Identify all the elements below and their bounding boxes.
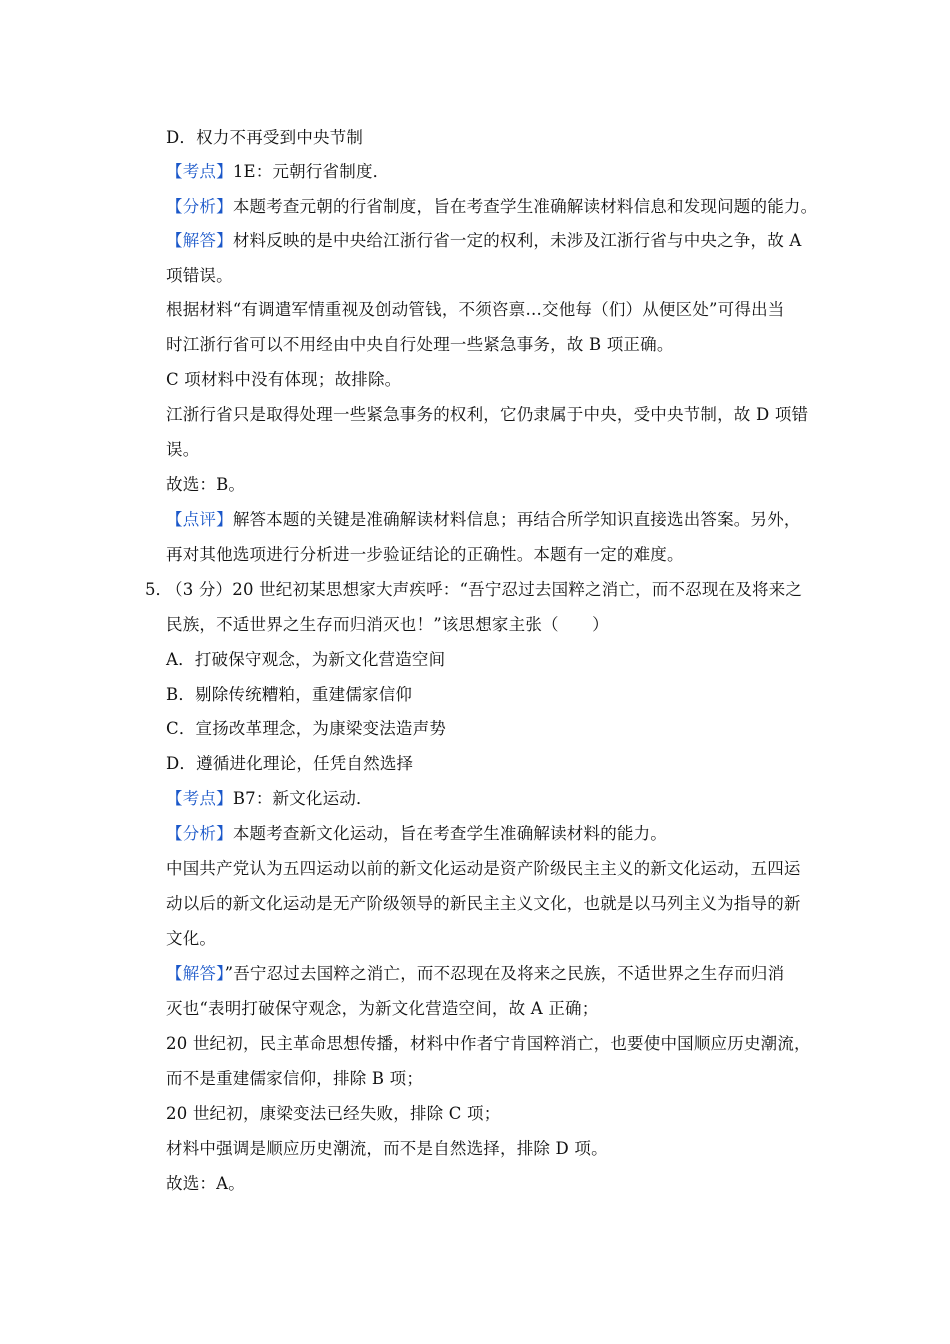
q5-jieda-line-3: 20 世纪初，民主革命思想传播，材料中作者宁肯国粹消亡，也要使中国顺应历史潮流， — [166, 1034, 811, 1053]
q5-stem-line-1: （3 分）20 世纪初某思想家大声疾呼：“吾宁忍过去国粹之消亡，而不忍现在及将来之 — [166, 580, 803, 599]
q4-dianping-text-1: 解答本题的关键是准确解读材料信息；再结合所学知识直接选出答案。另外， — [232, 510, 801, 529]
q5-jieda-line-5: 20 世纪初，康梁变法已经失败，排除 C 项； — [166, 1104, 501, 1123]
q4-jieda-line-4: 时江浙行省可以不用经由中央自行处理一些紧急事务，故 B 项正确。 — [166, 335, 674, 354]
q4-jieda-text-1: 材料反映的是中央给江浙行省一定的权利，未涉及江浙行省与中央之争，故 A — [232, 231, 802, 250]
q5-option-a: A．打破保守观念，为新文化营造空间 — [166, 650, 446, 669]
q4-jieda-line-7: 误。 — [166, 440, 200, 459]
q5-jieda — [166, 963, 826, 985]
q4-fenxi — [166, 196, 846, 218]
q4-dianping — [166, 509, 826, 531]
q4-dianping-tag: 【点评】 — [166, 510, 233, 529]
q4-jieda-line-6: 江浙行省只是取得处理一些紧急事务的权利，它仍隶属于中央，受中央节制，故 D 项错 — [166, 405, 809, 424]
q5-option-b: B．剔除传统糟粕，重建儒家信仰 — [166, 685, 413, 704]
q4-jieda-line-5: C 项材料中没有体现；故排除。 — [166, 370, 402, 389]
q5-kaodian — [166, 788, 826, 810]
q4-jieda-tag: 【解答】 — [166, 231, 233, 250]
q4-kaodian-tag: 【考点】 — [166, 162, 233, 181]
q5-jieda-line-2: 灭也“表明打破保守观念，为新文化营造空间，故 A 正确； — [166, 999, 599, 1018]
q5-fenxi-tag: 【分析】 — [166, 824, 233, 843]
q5-number: 5． — [145, 580, 172, 599]
q5-kaodian-tag: 【考点】 — [166, 789, 233, 808]
q5-stem-line-2: 民族，不适世界之生存而归消灭也！”该思想家主张（ ） — [166, 615, 609, 634]
q5-fenxi-line-4: 文化。 — [166, 929, 217, 948]
q4-jieda-line-3: 根据材料“有调遣军情重视及创动管钱，不须咨禀…交他每（们）从便区处”可得出当 — [166, 300, 785, 319]
q5-jieda-line-4: 而不是重建儒家信仰，排除 B 项； — [166, 1069, 424, 1088]
q5-option-c: C．宣扬改革理念，为康梁变法造声势 — [166, 719, 447, 738]
q5-fenxi — [166, 823, 826, 845]
q4-jieda-line-2: 项错误。 — [166, 266, 233, 285]
q5-jieda-text-1: ”吾宁忍过去国粹之消亡，而不忍现在及将来之民族，不适世界之生存而归消 — [224, 964, 785, 983]
q4-fenxi-text: 本题考查元朝的行省制度，旨在考查学生准确解读材料信息和发现问题的能力。 — [232, 197, 818, 216]
q5-option-d: D．遵循进化理论，任凭自然选择 — [166, 754, 414, 773]
q5-answer: 故选：A。 — [166, 1174, 245, 1193]
q5-fenxi-line-3: 动以后的新文化运动是无产阶级领导的新民主主义文化，也就是以马列主义为指导的新 — [166, 894, 801, 913]
q4-option-d: D．权力不再受到中央节制 — [166, 128, 364, 147]
q4-dianping-line-2: 再对其他选项进行分析进一步验证结论的正确性。本题有一定的难度。 — [166, 545, 684, 564]
q4-kaodian-text: 1E：元朝行省制度． — [232, 162, 390, 181]
q5-fenxi-text: 本题考查新文化运动，旨在考查学生准确解读材料的能力。 — [232, 824, 668, 843]
q5-jieda-tag: 【解答】 — [166, 964, 225, 983]
q5-kaodian-text: B7：新文化运动． — [232, 789, 373, 808]
q4-answer: 故选：B。 — [166, 475, 246, 494]
q4-jieda — [166, 230, 826, 252]
q4-kaodian — [166, 161, 826, 183]
q5-fenxi-line-2: 中国共产党认为五四运动以前的新文化运动是资产阶级民主主义的新文化运动，五四运 — [166, 859, 801, 878]
q4-fenxi-tag: 【分析】 — [166, 197, 233, 216]
q5-jieda-line-6: 材料中强调是顺应历史潮流，而不是自然选择，排除 D 项。 — [166, 1139, 608, 1158]
